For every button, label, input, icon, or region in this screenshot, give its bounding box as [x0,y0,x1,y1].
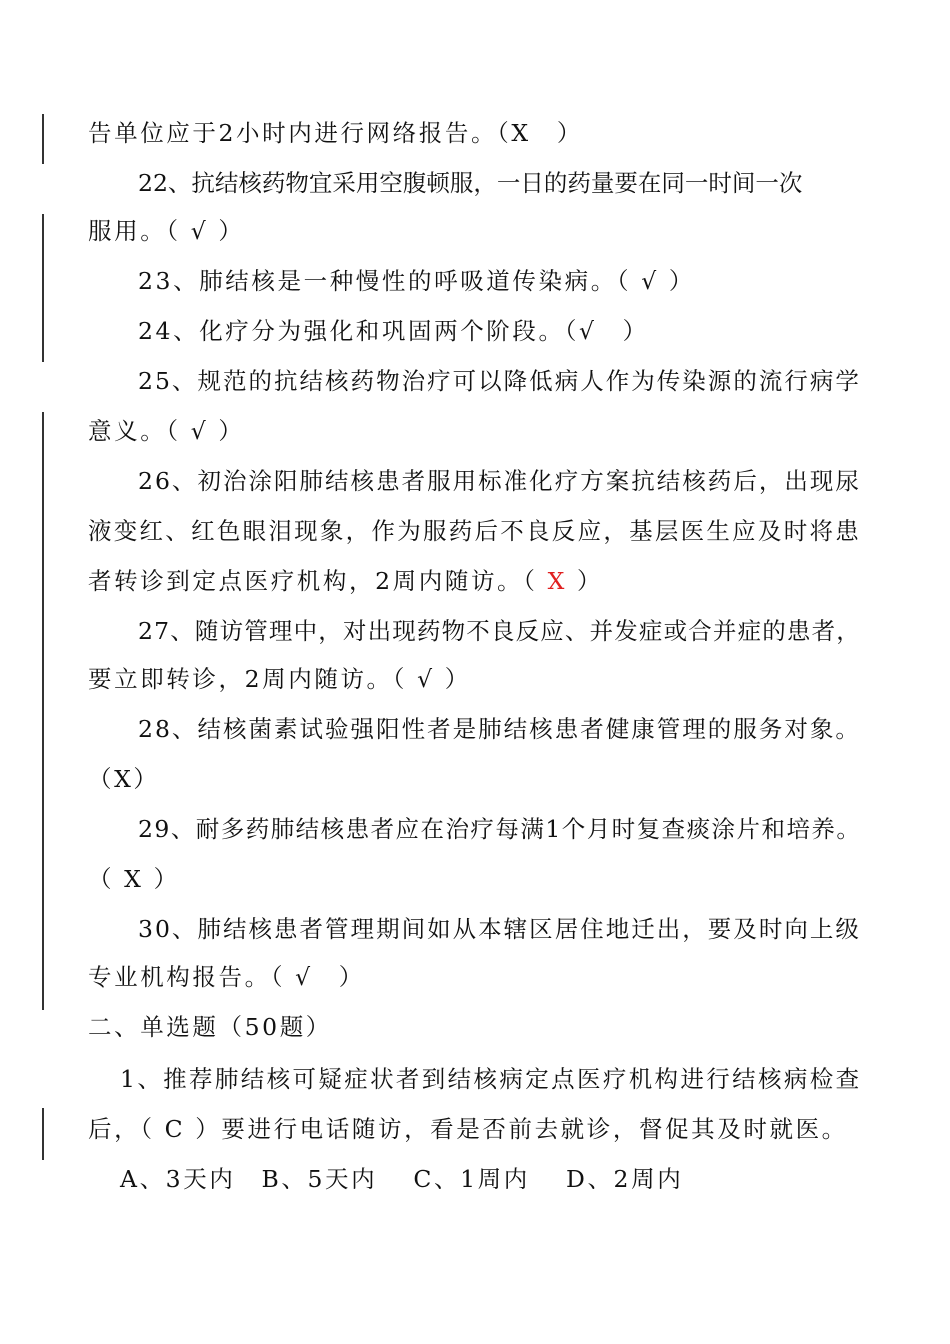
question-22-line1 [138,168,864,198]
question-29-line1: 29、耐多药肺结核患者应在治疗每满1个月时复查痰涂片和培养。 [138,815,862,843]
answer-mark-red: X [547,567,567,595]
question-26-line1: 26、初治涂阳肺结核患者服用标准化疗方案抗结核药后，出现尿 [138,467,861,495]
single-choice-q1-options: A、3天内 B、5天内 C、1周内 D、2周内 [120,1165,684,1193]
question-28-line1: 28、结核菌素试验强阳性者是肺结核患者健康管理的服务对象。 [138,715,861,743]
question-22-line2: 服用。（ √ ） [88,217,245,245]
question-27-line2: 要立即转诊，2周内随访。（ √ ） [88,665,471,693]
margin-bar [42,412,44,1010]
question-26-text: 者转诊到定点医疗机构，2周内随访。（ [88,567,548,595]
single-choice-q1-line1: 1、推荐肺结核可疑症状者到结核病定点医疗机构进行结核病检查 [120,1065,862,1093]
question-23: 23、肺结核是一种慢性的呼吸道传染病。（ √ ） [138,267,695,295]
question-26-line3 [88,566,864,596]
question-25-line1: 25、规范的抗结核药物治疗可以降低病人作为传染源的流行病学 [138,367,861,395]
chars: 22、抗结核药物宜采用空腹顿服，一日的药量要在同一时间一次 [138,169,803,197]
question-30-line2: 专业机构报告。（ √ ） [88,963,365,991]
single-choice-q1-line2: 后，（ C ）要进行电话随访，看是否前去就诊，督促其及时就医。 [88,1115,848,1143]
question-29-line2: （ X ） [88,865,180,893]
question-28-line2: （X） [88,765,160,793]
section-heading: 二、单选题（50题） [88,1013,332,1041]
question-25-line2: 意义。（ √ ） [88,417,245,445]
margin-bar [42,214,44,362]
question-24: 24、化疗分为强化和巩固两个阶段。（√ ） [138,317,649,345]
margin-bar [42,1108,44,1160]
question-27-line1: 27、随访管理中，对出现药物不良反应、并发症或合并症的患者， [138,617,861,645]
question-21-tail: 告单位应于2小时内进行网络报告。（X ） [88,119,583,147]
question-26-close: ） [566,567,604,595]
margin-bar [42,114,44,164]
question-26-line2: 液变红、红色眼泪现象，作为服药后不良反应，基层医生应及时将患 [88,517,861,545]
question-30-line1: 30、肺结核患者管理期间如从本辖区居住地迁出，要及时向上级 [138,915,861,943]
